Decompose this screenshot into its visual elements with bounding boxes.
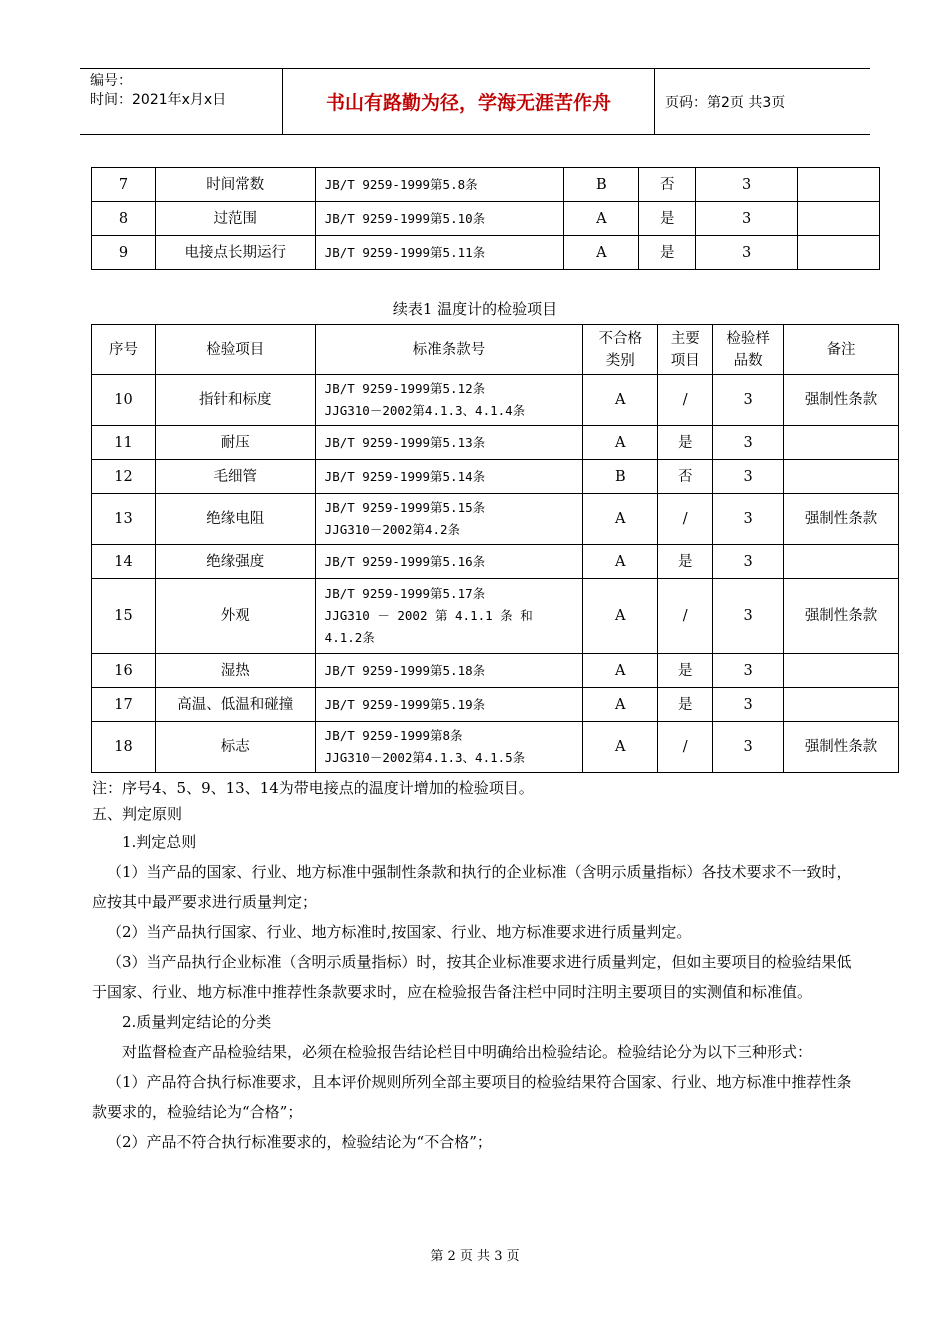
table-header-row [92,325,899,375]
standard-line: JB/T 9259-1999第5.18条 [324,662,486,678]
table-row [92,654,899,688]
row-no: 13 [92,494,156,545]
standard-line: JB/T 9259-1999第5.13条 [324,434,486,450]
row-qty: 3 [713,426,784,460]
row-qty: 3 [713,722,784,773]
table-row [92,579,899,654]
col-header-standard: 标准条款号 [315,325,583,375]
row-qty: 3 [713,579,784,654]
row-no: 17 [92,688,156,722]
row-class: A [564,236,639,270]
row-item: 绝缘强度 [155,545,315,579]
subheading-1: 1.判定总则 [122,833,197,851]
table-row [92,426,899,460]
standard-line: JB/T 9259-1999第5.12条 [324,381,486,396]
row-no: 14 [92,545,156,579]
row-item: 过范围 [155,202,315,236]
col-header-qty [713,325,784,375]
col-header-note: 备注 [784,325,899,375]
row-no: 18 [92,722,156,773]
row-standard [315,579,583,654]
row-standard: JB/T 9259-1999第5.11条 [315,236,564,270]
row-qty: 3 [713,688,784,722]
standard-line: JJG310 － 2002 第 4.1.1 条 和 [324,608,533,623]
header-motto: 书山有路勤为径，学海无涯苦作舟 [283,69,655,134]
row-standard [315,460,583,494]
row-note: 强制性条款 [784,375,899,426]
row-item: 电接点长期运行 [155,236,315,270]
row-class: A [583,654,658,688]
row-qty: 3 [713,654,784,688]
section-heading: 五、判定原则 [92,805,183,823]
col-header-qty-text: 检验样品数 [726,330,770,369]
row-note [784,654,899,688]
row-main: 是 [639,236,696,270]
paragraph-2: （2）当产品执行国家、行业、地方标准时,按国家、行业、地方标准要求进行质量判定。 [107,923,692,941]
row-main: 是 [658,545,713,579]
row-standard [315,688,583,722]
standard-line: JB/T 9259-1999第5.14条 [324,468,486,484]
standard-line: JJG310－2002第4.1.3、4.1.5条 [324,750,526,765]
row-class: A [564,202,639,236]
row-item: 毛细管 [155,460,315,494]
paragraph-4: 对监督检查产品检验结果，必须在检验报告结论栏目中明确给出检验结论。检验结论分为以下三种形式： [122,1043,813,1061]
row-item: 指针和标度 [155,375,315,426]
row-note [784,460,899,494]
subheading-2: 2.质量判定结论的分类 [122,1013,272,1031]
row-standard [315,494,583,545]
row-item: 高温、低温和碰撞 [155,688,315,722]
row-note [798,168,880,202]
standard-line: JJG310－2002第4.2条 [324,522,461,537]
table-top-continuation [91,167,880,270]
row-no: 15 [92,579,156,654]
table-row [92,236,880,270]
row-item: 绝缘电阻 [155,494,315,545]
standard-line: JJG310－2002第4.1.3、4.1.4条 [324,403,526,418]
table-row [92,460,899,494]
row-class: A [583,688,658,722]
paragraph-3: （3）当产品执行企业标准（含明示质量指标）时，按其企业标准要求进行质量判定，但如主要项目的检验结果低于国家、行业、地方标准中推荐性条款要求时，应在检验报告备注栏中同时注明主要项目的实测值和标准值。 [92,953,852,1001]
row-no: 9 [92,236,156,270]
row-class: B [564,168,639,202]
table-row [92,545,899,579]
header-meta [80,69,283,134]
row-main: 是 [658,688,713,722]
row-no: 12 [92,460,156,494]
row-main: / [658,375,713,426]
row-qty: 3 [696,202,798,236]
row-note [784,426,899,460]
row-qty: 3 [713,494,784,545]
row-class: A [583,426,658,460]
standard-line: JB/T 9259-1999第5.16条 [324,553,486,569]
row-class: A [583,494,658,545]
row-no: 8 [92,202,156,236]
row-note: 强制性条款 [784,722,899,773]
col-header-class-text: 不合格类别 [598,330,643,369]
standard-line: JB/T 9259-1999第8条 [324,728,463,743]
row-standard: JB/T 9259-1999第5.8条 [315,168,564,202]
table-row [92,494,899,545]
row-qty: 3 [696,168,798,202]
col-header-class [583,325,658,375]
standard-line: JB/T 9259-1999第5.17条 [324,586,486,601]
row-item: 湿热 [155,654,315,688]
row-no: 16 [92,654,156,688]
col-header-item: 检验项目 [155,325,315,375]
paragraph-1: （1）当产品的国家、行业、地方标准中强制性条款和执行的企业标准（含明示质量指标）各技术要求不一致时，应按其中最严要求进行质量判定； [92,863,852,911]
paragraph-5: （1）产品符合执行标准要求，且本评价规则所列全部主要项目的检验结果符合国家、行业、地方标准中推荐性条款要求的，检验结论为“合格”； [92,1073,852,1121]
row-class: A [583,375,658,426]
row-main: 否 [639,168,696,202]
date-label: 时间：2021年x月x日 [90,92,227,108]
row-class: B [583,460,658,494]
table-row [92,375,899,426]
serial-label: 编号： [90,73,132,89]
table-caption: 续表1 温度计的检验项目 [392,300,558,318]
row-item: 外观 [155,579,315,654]
row-qty: 3 [713,375,784,426]
standard-line: 4.1.2条 [324,630,375,645]
header-page-info: 页码：第2页 共3页 [665,94,786,111]
body-text [92,775,860,1157]
row-main: / [658,579,713,654]
row-standard [315,722,583,773]
row-note [798,236,880,270]
row-note [798,202,880,236]
row-main: 是 [658,654,713,688]
row-no: 11 [92,426,156,460]
page-header [80,68,870,135]
row-note [784,545,899,579]
row-standard [315,545,583,579]
note-line: 注：序号4、5、9、13、14为带电接点的温度计增加的检验项目。 [92,779,534,797]
row-main: 是 [658,426,713,460]
row-no: 7 [92,168,156,202]
row-standard [315,375,583,426]
standard-line: JB/T 9259-1999第5.15条 [324,500,486,515]
table-row [92,168,880,202]
table-row [92,722,899,773]
row-qty: 3 [713,460,784,494]
table-inspection-items [91,324,899,773]
row-item: 标志 [155,722,315,773]
table-row [92,202,880,236]
row-main: 是 [639,202,696,236]
row-item: 时间常数 [155,168,315,202]
row-class: A [583,545,658,579]
row-item: 耐压 [155,426,315,460]
col-header-main [658,325,713,375]
row-qty: 3 [696,236,798,270]
row-main: / [658,494,713,545]
row-standard: JB/T 9259-1999第5.10条 [315,202,564,236]
row-note: 强制性条款 [784,579,899,654]
row-class: A [583,579,658,654]
col-header-no: 序号 [92,325,156,375]
table-row [92,688,899,722]
row-note: 强制性条款 [784,494,899,545]
row-standard [315,654,583,688]
paragraph-6: （2）产品不符合执行标准要求的，检验结论为“不合格”； [107,1133,492,1151]
row-standard [315,426,583,460]
row-class: A [583,722,658,773]
page-footer: 第 2 页 共 3 页 [430,1249,520,1264]
standard-line: JB/T 9259-1999第5.19条 [324,696,486,712]
row-main: 否 [658,460,713,494]
col-header-main-text: 主要项目 [670,330,700,369]
row-main: / [658,722,713,773]
row-no: 10 [92,375,156,426]
row-qty: 3 [713,545,784,579]
row-note [784,688,899,722]
